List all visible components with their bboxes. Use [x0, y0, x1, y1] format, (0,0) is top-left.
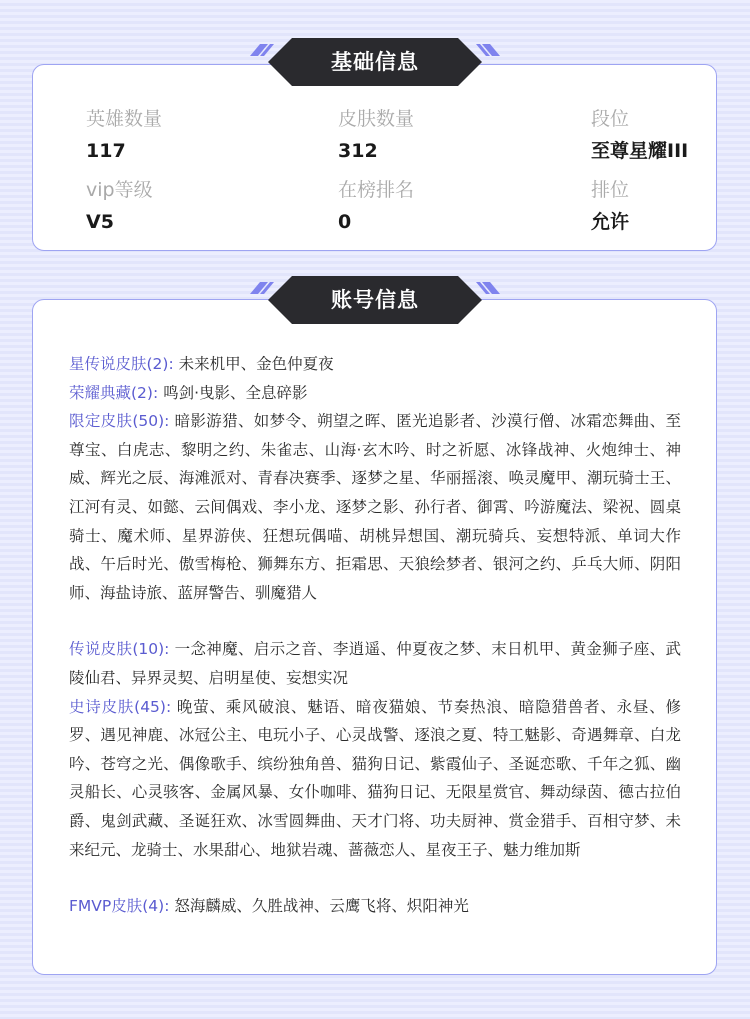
leaderboard-rank-stat	[338, 177, 414, 235]
leaderboard-rank-value: 0	[338, 211, 352, 233]
category-name: 传说皮肤(10):	[69, 640, 170, 659]
rank-tier-stat	[591, 106, 688, 164]
rank-tier-value: 至尊星耀III	[591, 140, 689, 162]
skin-count-value: 312	[338, 140, 378, 162]
category-items: 晚萤、乘风破浪、魅语、暗夜猫娘、节奏热浪、暗隐猎兽者、永昼、修罗、遇见神鹿、冰冠公主、电玩小子、心灵战警、逐浪之夏、特工魅影、奇遇舞章、白龙吟、苍穹之光、偶像歌手、缤纷独角兽、猫狗日记、紫霞仙子、圣诞恋歌、千年之狐、幽灵船长、心灵骇客、金属风暴、女仆咖啡、猫狗日记、无限星赏官、舞动绿茵、德古拉伯爵、鬼剑武藏、圣诞狂欢、冰雪圆舞曲、天才门将、功夫厨神、赏金猎手、百相守梦、未来纪元、龙骑士、水果甜心、地狱岩魂、蔷薇恋人、星夜王子、魅力维加斯	[69, 697, 681, 859]
ranked-allowed-label: 排位	[591, 179, 630, 201]
basic-info-title: 基础信息	[331, 50, 419, 74]
ranked-allowed-value: 允许	[591, 211, 630, 233]
category-items: 鸣剑·曳影、全息碎影	[163, 383, 308, 402]
spacer	[69, 864, 681, 892]
vip-level-value: V5	[86, 211, 114, 233]
spacer	[69, 607, 681, 635]
category-name: 史诗皮肤(45):	[69, 697, 172, 716]
skin-list	[69, 350, 681, 921]
skin-count-stat	[338, 106, 414, 164]
epic-skins	[69, 693, 681, 865]
rank-tier-label: 段位	[591, 108, 630, 130]
leaderboard-rank-label: 在榜排名	[338, 179, 415, 201]
category-items: 一念神魔、启示之音、李逍遥、仲夏夜之梦、末日机甲、黄金狮子座、武陵仙君、异界灵契、启明星使、妄想实况	[69, 640, 681, 687]
skin-count-label: 皮肤数量	[338, 108, 415, 130]
hero-count-label: 英雄数量	[86, 108, 163, 130]
basic-info-card	[32, 64, 717, 251]
star-legend-skins	[69, 350, 681, 379]
category-items: 未来机甲、金色仲夏夜	[178, 355, 334, 373]
account-info-title: 账号信息	[331, 288, 419, 312]
vip-level-stat	[86, 177, 153, 235]
category-items: 暗影游猎、如梦令、朔望之晖、匿光追影者、沙漠行僧、冰霜恋舞曲、至尊宝、白虎志、黎明之约、朱雀志、山海·玄木吟、时之祈愿、冰锋战神、火炮绅士、神威、辉光之辰、海滩派对、青春决赛季、逐梦之星、华丽摇滚、唤灵魔甲、潮玩骑士王、江河有灵、如懿、云间偶戏、李小龙、逐梦之影、孙行者、御霄、吟游魔法、梁祝、圆桌骑士、魔术师、星界游侠、狂想玩偶喵、胡桃异想国、潮玩骑兵、妄想特派、单词大作战、午后时光、傲雪梅枪、狮舞东方、拒霜思、天狼绘梦者、银河之约、乒乓大师、阴阳师、海盐诗旅、蓝屏警告、驯魔猎人	[69, 412, 681, 602]
vip-level-label: vip等级	[86, 179, 153, 201]
ranked-allowed-stat	[591, 177, 629, 235]
category-items: 怒海麟威、久胜战神、云鹰飞将、炽阳神光	[174, 897, 469, 916]
category-name: FMVP皮肤(4):	[69, 897, 170, 916]
basic-info-banner	[248, 38, 502, 86]
account-info-banner	[248, 276, 502, 324]
fmvp-skins	[69, 892, 681, 921]
glory-collection-skins	[69, 379, 681, 408]
limited-skins	[69, 407, 681, 607]
account-info-card	[32, 299, 717, 975]
legend-skins	[69, 635, 681, 692]
category-name: 限定皮肤(50):	[69, 412, 170, 431]
category-name: 荣耀典藏(2):	[69, 383, 159, 402]
hero-count-value: 117	[86, 140, 126, 162]
hero-count-stat	[86, 106, 162, 164]
category-name: 星传说皮肤(2):	[69, 355, 174, 373]
